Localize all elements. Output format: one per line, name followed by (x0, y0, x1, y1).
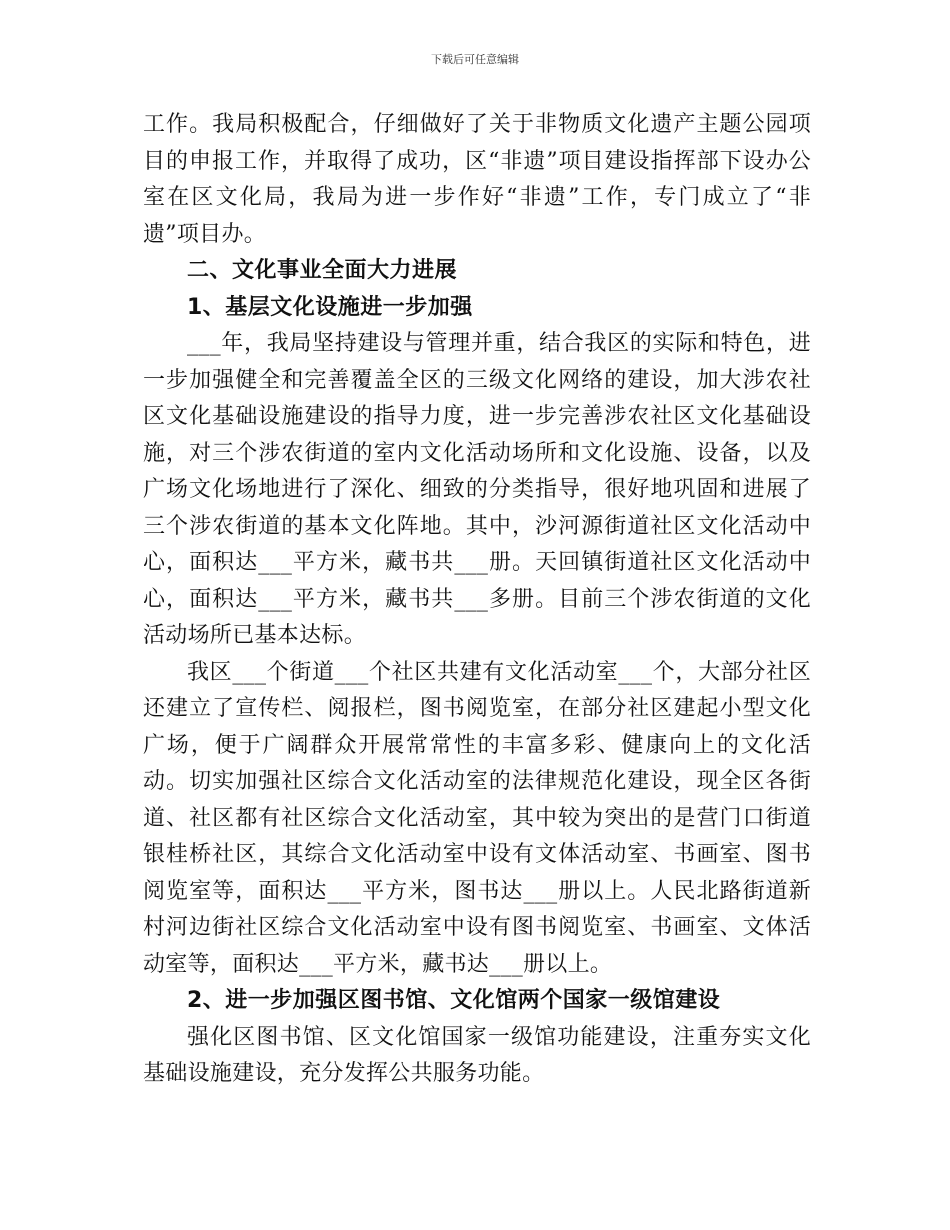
document-body (143, 107, 811, 1093)
subsection-heading-2: 2、进一步加强区图书馆、文化馆两个国家一级馆建设 (187, 988, 721, 1013)
paragraph-intro-continued: 工作。我局积极配合，仔细做好了关于非物质文化遗产主题公园项目的申报工作，并取得了成功，区“非遗”项目建设指挥部下设办公室在区文化局，我局为进一步作好“非遗”工作，专门成立了“非遗”项目办。 (143, 112, 811, 247)
paragraph-community-rooms: 我区___个街道___个社区共建有文化活动室___个，大部分社区还建立了宣传栏、阅报栏，图书阅览室，在部分社区建起小型文化广场，便于广阔群众开展常常性的丰富多彩、健康向上的文化活动。切实加强社区综合文化活动室的法律规范化建设，现全区各街道、社区都有社区综合文化活动室，其中较为突出的是营门口街道银桂桥社区，其综合文化活动室中设有文体活动室、书画室、图书阅览室等，面积达___平方米，图书达___册以上。人民北路街道新村河边街社区综合文化活动室中设有图书阅览室、书画室、文体活动室等，面积达___平方米，藏书达___册以上。 (143, 659, 811, 977)
paragraph-library-museum: 强化区图书馆、区文化馆国家一级馆功能建设，注重夯实文化基础设施建设，充分发挥公共服务功能。 (143, 1024, 811, 1086)
paragraph-facilities: ___年，我局坚持建设与管理并重，结合我区的实际和特色，进一步加强健全和完善覆盖全区的三级文化网络的建设，加大涉农社区文化基础设施建设的指导力度，进一步完善涉农社区文化基础设施，对三个涉农街道的室内文化活动场所和文化设施、设备，以及广场文化场地进行了深化、细致的分类指导，很好地巩固和进展了三个涉农街道的基本文化阵地。其中，沙河源街道社区文化活动中心，面积达___平方米，藏书共___册。天回镇街道社区文化活动中心，面积达___平方米，藏书共___多册。目前三个涉农街道的文化活动场所已基本达标。 (143, 331, 811, 648)
section-heading: 二、文化事业全面大力进展 (187, 258, 458, 283)
page-header: 下载后可任意编辑 (431, 53, 519, 66)
subsection-heading-1: 1、基层文化设施进一步加强 (187, 294, 473, 320)
